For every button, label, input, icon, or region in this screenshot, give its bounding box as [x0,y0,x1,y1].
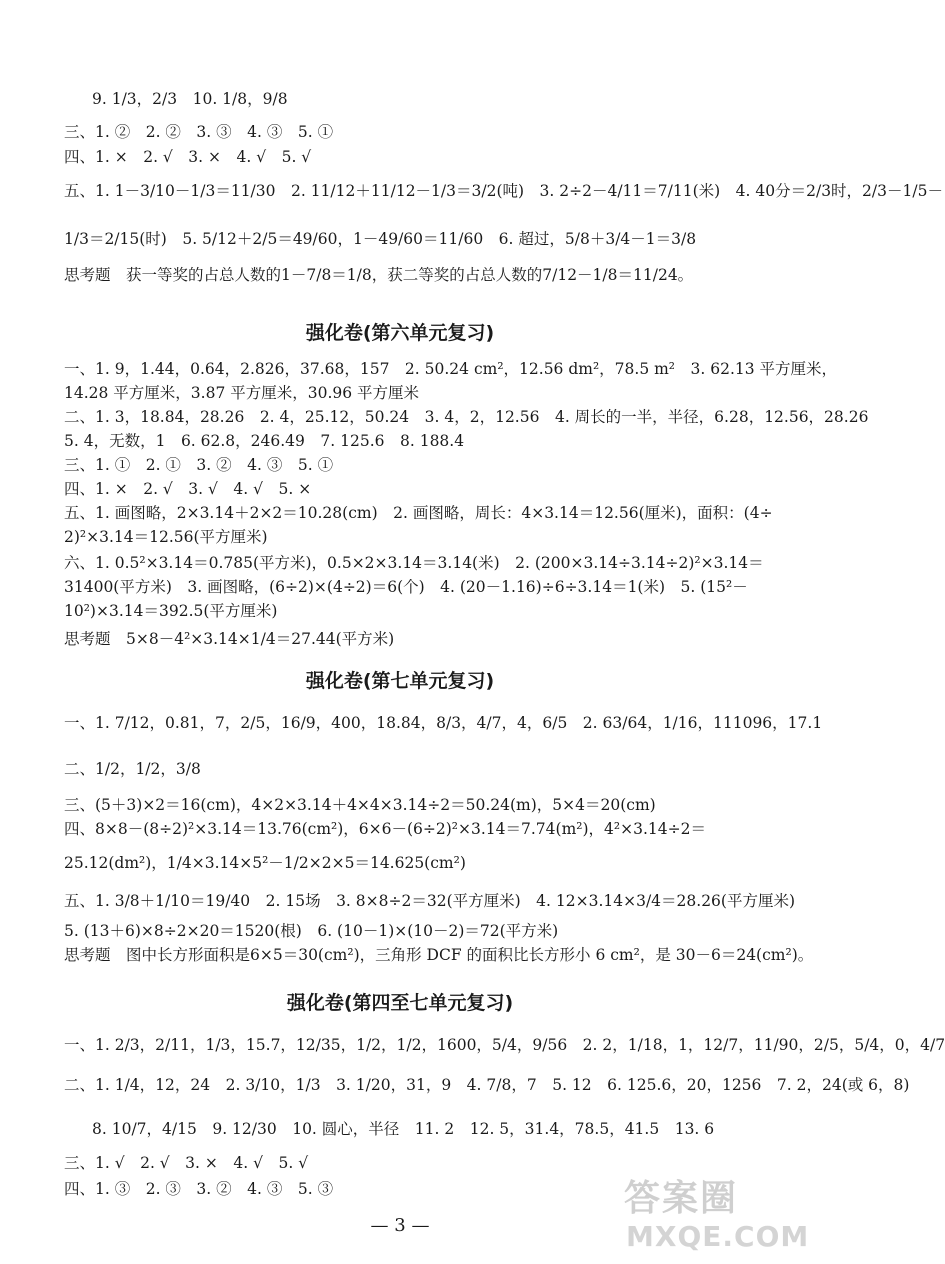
section-heading: 强化卷(第四至七单元复习) [286,992,514,1014]
answer-line: 二、1. 3，18.84，28.26 2. 4，25.12，50.24 3. 4，2，12.56 4. 周长的一半，半径，6.28，12.56，28.26 [64,408,869,426]
answer-line: 10²)×3.14＝392.5(平方厘米) [64,602,278,620]
answer-line: 四、1. ③ 2. ③ 3. ② 4. ③ 5. ③ [64,1180,334,1198]
thinking-question: 思考题 图中长方形面积是6×5＝30(cm²)，三角形 DCF 的面积比长方形小 6 cm²，是 30－6＝24(cm²)。 [64,946,814,964]
answer-line: 二、1. 1/4，12，24 2. 3/10，1/3 3. 1/20，31，9 4. 7/8，7 5. 12 6. 125.6，20，1256 7. 2，24(或 6，8) [64,1076,910,1094]
answer-line: 六、1. 0.5²×3.14＝0.785(平方米)，0.5×2×3.14＝3.14(米) 2. (200×3.14÷3.14÷2)²×3.14＝ [64,554,764,572]
watermark-line1: 答案圈 [624,1178,739,1219]
answer-line: 5. (13＋6)×8÷2×20＝1520(根) 6. (10－1)×(10－2)＝72(平方米) [64,922,559,940]
answer-line: 5. 4，无数，1 6. 62.8，246.49 7. 125.6 8. 188.4 [64,432,465,450]
answer-line: 四、1. × 2. √ 3. × 4. √ 5. √ [64,148,312,166]
answer-line: 三、(5＋3)×2＝16(cm)，4×2×3.14＋4×4×3.14÷2＝50.24(m)，5×4＝20(cm) [64,796,656,814]
page-number: — 3 — [370,1215,430,1236]
watermark [620,1170,810,1260]
answer-line: 四、1. × 2. √ 3. √ 4. √ 5. × [64,480,312,498]
answer-line: 9. 1/3，2/3 10. 1/8，9/8 [92,90,288,108]
answer-line: 8. 10/7，4/15 9. 12/30 10. 圆心，半径 11. 2 12. 5，31.4，78.5，41.5 13. 6 [92,1120,715,1138]
answer-line: 五、1. 3/8＋1/10＝19/40 2. 15场 3. 8×8÷2＝32(平方厘米) 4. 12×3.14×3/4＝28.26(平方厘米) [64,892,796,910]
answer-line: 二、1/2，1/2，3/8 [64,760,201,778]
answer-line: 三、1. ② 2. ② 3. ③ 4. ③ 5. ① [64,123,334,141]
answer-line: 一、1. 9，1.44，0.64，2.826，37.68，157 2. 50.24 cm²，12.56 dm²，78.5 m² 3. 62.13 平方厘米， [64,360,838,378]
thinking-question: 思考题 5×8－4²×3.14×1/4＝27.44(平方米) [64,630,395,648]
watermark-line2: MXQE.COM [626,1220,810,1253]
section-heading: 强化卷(第七单元复习) [305,670,495,692]
answer-line: 25.12(dm²)，1/4×3.14×5²－1/2×2×5＝14.625(cm²) [64,854,466,872]
answer-line: 2)²×3.14＝12.56(平方厘米) [64,528,268,546]
answer-line: 五、1. 画图略，2×3.14＋2×2＝10.28(cm) 2. 画图略，周长：4×3.14＝12.56(厘米)，面积：(4÷ [64,504,773,522]
answer-line: 三、1. √ 2. √ 3. × 4. √ 5. √ [64,1154,309,1172]
answer-line: 四、8×8－(8÷2)²×3.14＝13.76(cm²)，6×6－(6÷2)²×3.14＝7.74(m²)，4²×3.14÷2＝ [64,820,706,838]
answer-line: 三、1. ① 2. ① 3. ② 4. ③ 5. ① [64,456,334,474]
answer-line: 五、1. 1－3/10－1/3＝11/30 2. 11/12＋11/12－1/3＝3/2(吨) 3. 2÷2－4/11＝7/11(米) 4. 40分＝2/3时，2/3－1/5－ [64,182,943,200]
answer-line: 一、1. 2/3，2/11，1/3，15.7，12/35，1/2，1/2，1600，5/4，9/56 2. 2，1/18，1，12/7，11/90，2/5，5/4，0，4/7 [64,1036,945,1054]
thinking-question: 思考题 获一等奖的占总人数的1－7/8＝1/8，获二等奖的占总人数的7/12－1/8＝11/24。 [64,266,694,284]
answer-line: 31400(平方米) 3. 画图略，(6÷2)×(4÷2)＝6(个) 4. (20－1.16)÷6÷3.14＝1(米) 5. (15²－ [64,578,748,596]
section-heading: 强化卷(第六单元复习) [305,322,495,344]
answer-line: 1/3＝2/15(时) 5. 5/12＋2/5＝49/60，1－49/60＝11/60 6. 超过，5/8＋3/4－1＝3/8 [64,230,697,248]
answer-line: 一、1. 7/12，0.81，7，2/5，16/9，400，18.84，8/3，4/7，4，6/5 2. 63/64，1/16，111096，17.1 [64,714,823,732]
answer-line: 14.28 平方厘米，3.87 平方厘米，30.96 平方厘米 [64,384,420,402]
